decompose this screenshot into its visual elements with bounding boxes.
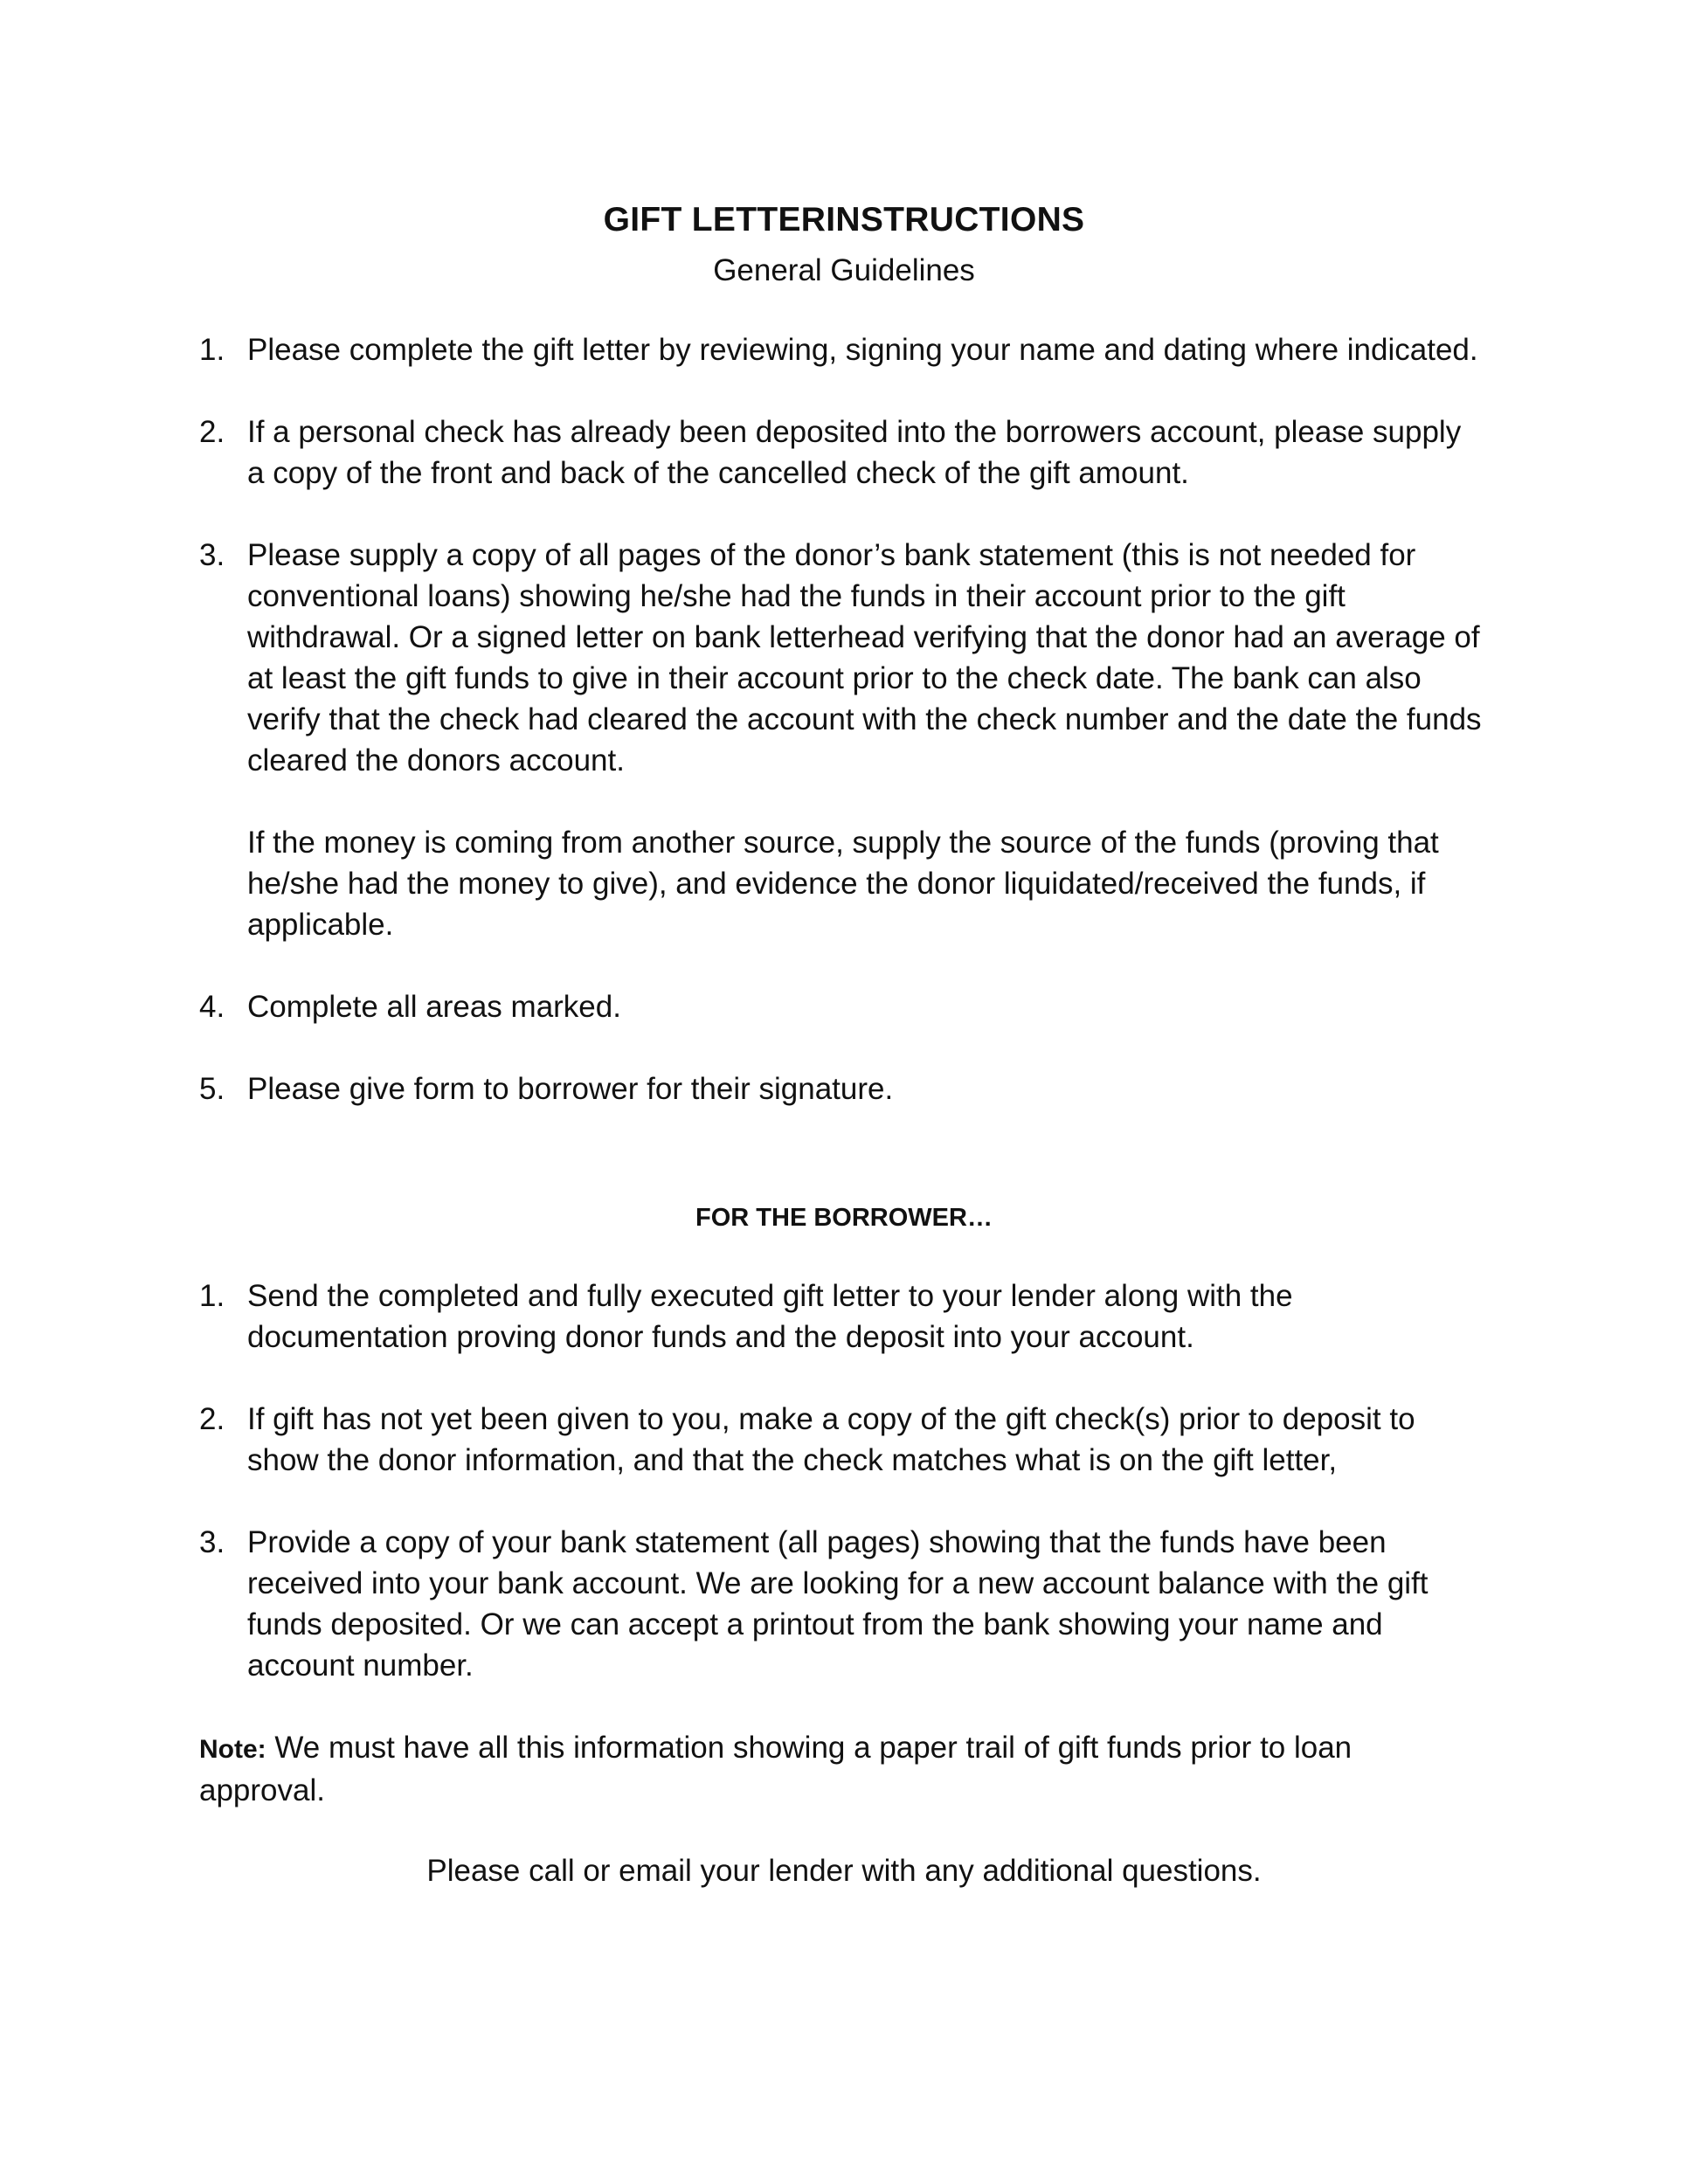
guidelines-list <box>199 329 1484 1151</box>
borrower-steps-list <box>199 1275 1484 1727</box>
list-item <box>199 1522 1484 1686</box>
list-item-text-continued: If the money is coming from another source, supply the source of the funds (proving that he/she had the money to give), and evidence the donor liquidated/received the funds, if applicable. <box>247 826 1439 942</box>
list-item <box>199 535 1484 945</box>
list-item <box>199 411 1484 494</box>
list-item <box>199 1068 1484 1109</box>
list-item-number: 5. <box>199 1072 225 1106</box>
list-item-text: Complete all areas marked. <box>247 990 621 1024</box>
list-item-text: Send the completed and fully executed gift letter to your lender along with the documentation proving donor funds and the deposit into your account. <box>247 1279 1293 1354</box>
page-title: GIFT LETTERINSTRUCTIONS <box>603 201 1085 238</box>
list-item-text: If a personal check has already been deposited into the borrowers account, please supply a copy of the front and back of the cancelled check of the gift amount. <box>247 415 1462 490</box>
list-item-number: 1. <box>199 333 225 367</box>
page-subtitle: General Guidelines <box>713 253 975 287</box>
borrower-section-heading: FOR THE BORROWER… <box>695 1204 993 1232</box>
list-item-number: 4. <box>199 990 225 1024</box>
list-item-text: Please complete the gift letter by reviewing, signing your name and dating where indicated. <box>247 333 1478 367</box>
closing-line: Please call or email your lender with any additional questions. <box>426 1854 1262 1888</box>
list-item-number: 1. <box>199 1279 225 1313</box>
list-item <box>199 1275 1484 1358</box>
list-item <box>199 986 1484 1027</box>
list-item <box>199 1399 1484 1481</box>
list-item-number: 3. <box>199 538 225 572</box>
list-item-text: Provide a copy of your bank statement (all pages) showing that the funds have been received into your bank account. We are looking for a new account balance with the gift funds deposited. Or we can accept a printout from the bank showing your name and account number. <box>247 1525 1429 1683</box>
note-text: We must have all this information showing a paper trail of gift funds prior to loan approval. <box>199 1731 1352 1807</box>
list-item-number: 2. <box>199 1402 225 1436</box>
note-label: Note: <box>199 1735 266 1764</box>
list-item <box>199 329 1484 370</box>
list-item-text: If gift has not yet been given to you, make a copy of the gift check(s) prior to deposit to show the donor information, and that the check matches what is on the gift letter, <box>247 1402 1415 1477</box>
list-item-number: 3. <box>199 1525 225 1559</box>
list-item-text: Please supply a copy of all pages of the donor’s bank statement (this is not needed for conventional loans) showing he/she had the funds in their account prior to the gift withdrawal. Or a signed letter on bank letterhead verifying that the donor had an average of at least the gift funds to give in their account prior to the check date. The bank can also verify that the check had cleared the account with the check number and the date the funds cleared the donors account. <box>247 538 1482 778</box>
list-item-number: 2. <box>199 415 225 449</box>
list-item-text: Please give form to borrower for their signature. <box>247 1072 894 1106</box>
note-paragraph <box>199 1727 1484 1811</box>
